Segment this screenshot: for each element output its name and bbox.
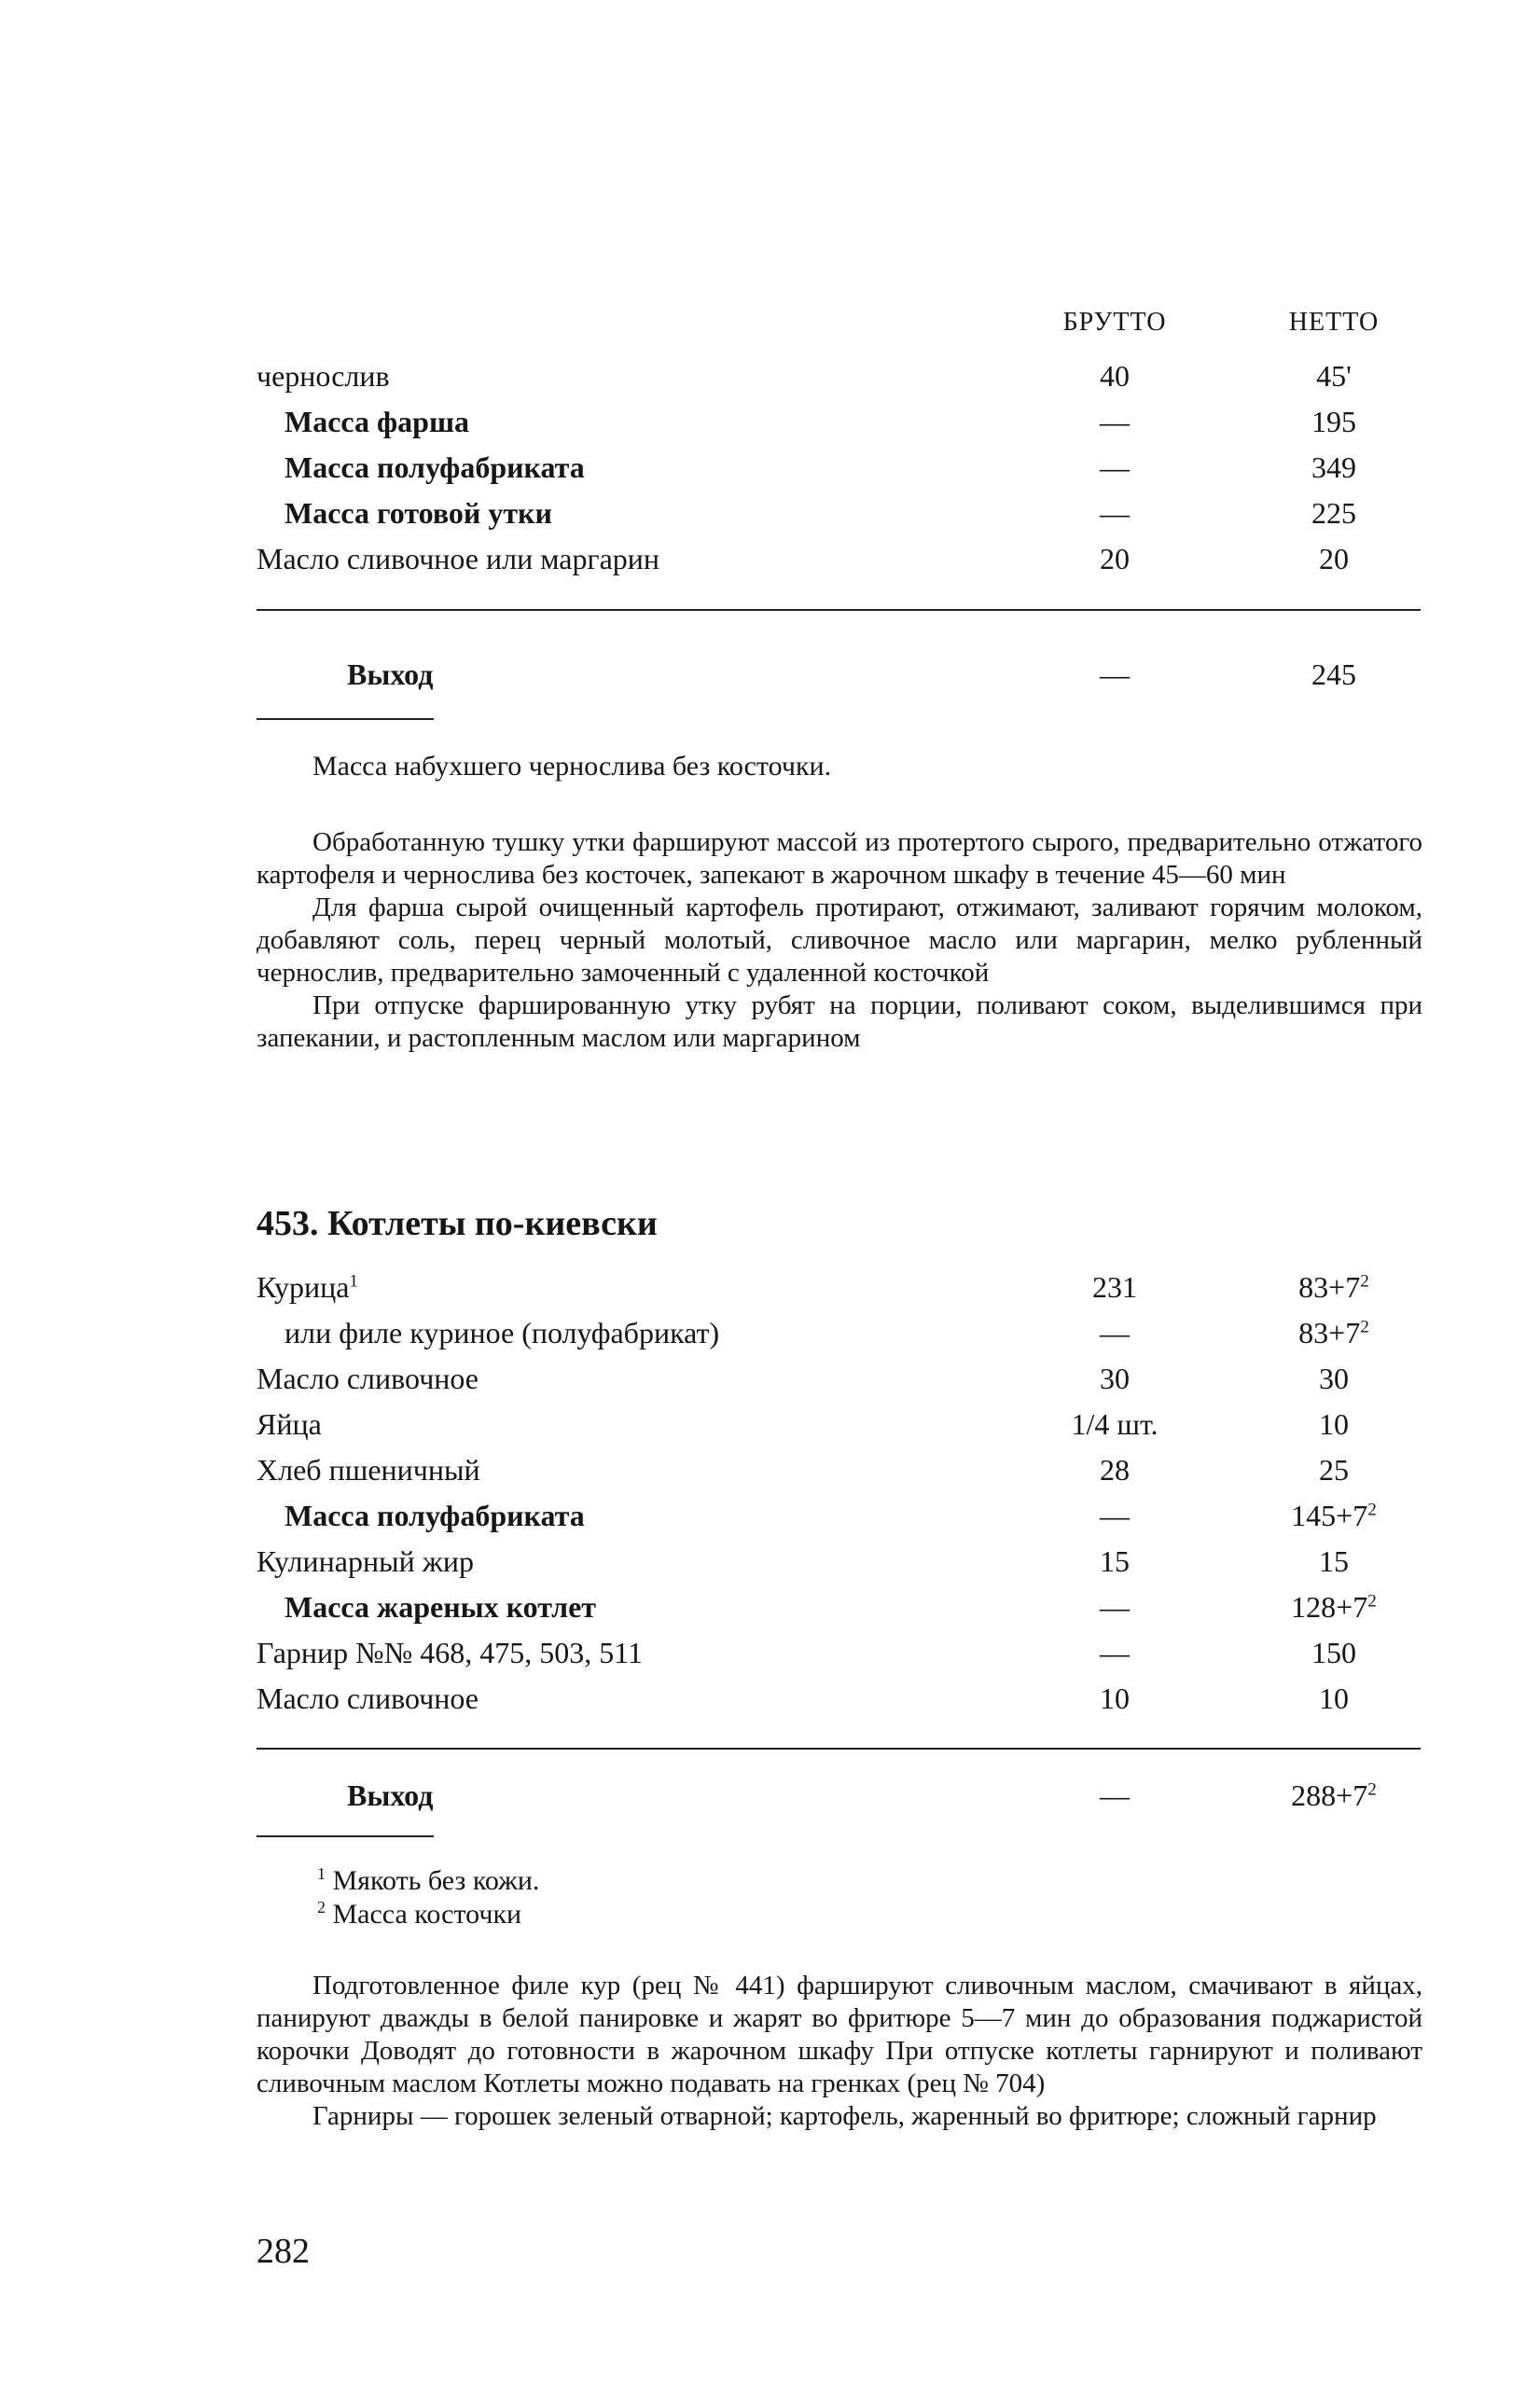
ingredient-name: Масло сливочное xyxy=(257,1362,479,1395)
footnote-mark: 1 xyxy=(317,1864,326,1883)
netto-value: $83+7^2$ xyxy=(1298,1316,1369,1349)
netto-value: 30 xyxy=(1319,1362,1349,1395)
paragraph: Обработанную тушку утки фаршируют массой из протертого сырого, предварительно отжатого картофеля и чернослива без косточек, запекают в жарочном шкафу в течение 45—60 мин xyxy=(257,827,1422,890)
brutto-value: 15 xyxy=(1100,1544,1130,1578)
ingredient-name: Хлеб пшеничный xyxy=(257,1453,480,1487)
paragraph: Подготовленное филе кур (рец № 441) фаршируют сливочным маслом, смачивают в яйцах, панируют дважды в белой панировке и жарят во фритюре 5—7 мин до образования поджаристой корочки Доводят до готовности в жарочном шкафу При отпуске котлеты гарнируют и поливают сливочным маслом Котлеты можно подавать на гренках (рец № 704) xyxy=(257,1971,1422,2098)
brutto-value: 1/4 шт. xyxy=(1071,1407,1158,1441)
brutto-value: — xyxy=(1100,1316,1130,1349)
netto-value: 150 xyxy=(1311,1636,1356,1669)
ingredient-name: чернослив xyxy=(257,359,390,393)
column-header-netto: НЕТТО xyxy=(1288,308,1380,337)
ingredient-name: Масло сливочное xyxy=(257,1681,479,1715)
brutto-value: 40 xyxy=(1100,359,1130,393)
recipe-title: 453. Котлеты по-киевски xyxy=(257,1204,658,1243)
brutto-value: 20 xyxy=(1100,542,1130,575)
footnote-mark: 2 xyxy=(1367,1500,1377,1520)
footnote-divider xyxy=(257,718,434,720)
preparation-text xyxy=(257,1970,1422,2133)
footnote-mark: 2 xyxy=(1360,1271,1369,1292)
brutto-value: — xyxy=(1100,496,1130,530)
footnote-mark: 2 xyxy=(317,1898,326,1917)
output-label: Выход xyxy=(347,1778,434,1812)
netto-value: 225 xyxy=(1311,496,1356,530)
brutto-value: 30 xyxy=(1100,1362,1130,1395)
netto-value: $145+7^2$ xyxy=(1291,1499,1377,1532)
netto-value: $288+7^2$ xyxy=(1291,1778,1377,1812)
netto-value: $128+7^2$ xyxy=(1291,1590,1377,1624)
netto-value: 245 xyxy=(1311,657,1356,691)
footnote-mark: 2 xyxy=(1367,1591,1377,1612)
brutto-value: — xyxy=(1100,1636,1130,1669)
brutto-value: — xyxy=(1100,1590,1130,1624)
netto-value: 15 xyxy=(1319,1544,1349,1578)
brutto-value: — xyxy=(1100,405,1130,438)
footnote: $^1$ Мякоть без кожи. xyxy=(317,1864,540,1896)
paragraph: Гарниры — горошек зеленый отварной; картофель, жаренный во фритюре; сложный гарнир xyxy=(312,2101,1377,2131)
brutto-value: 28 xyxy=(1100,1453,1130,1487)
ingredient-name: или филе куриное (полуфабрикат) xyxy=(284,1316,720,1349)
brutto-value: — xyxy=(1100,1778,1130,1812)
netto-value: 10 xyxy=(1319,1407,1349,1441)
ingredient-name: Масса полуфабриката xyxy=(284,1499,585,1532)
netto-value: 195 xyxy=(1311,405,1356,438)
ingredient-name: Масса готовой утки xyxy=(284,496,552,530)
column-header-brutto: БРУТТО xyxy=(1062,308,1167,337)
footnote-divider xyxy=(257,1835,434,1837)
ingredient-name: Курица$^1$ xyxy=(257,1270,358,1304)
footnote: Масса набухшего чернослива без косточки. xyxy=(312,751,832,782)
page-number: 282 xyxy=(257,2232,310,2271)
ingredient-name: Масса жареных котлет xyxy=(284,1590,597,1624)
brutto-value: — xyxy=(1100,1499,1130,1532)
ingredient-name: Масло сливочное или маргарин xyxy=(257,542,660,575)
ingredient-name: Яйца xyxy=(257,1407,322,1441)
ingredient-name: Масса полуфабриката xyxy=(284,450,585,484)
brutto-value: — xyxy=(1100,657,1130,691)
ingredient-name: Кулинарный жир xyxy=(257,1544,474,1578)
netto-value: 349 xyxy=(1311,450,1356,484)
table-divider xyxy=(257,1748,1421,1750)
ingredient-name: Масса фарша xyxy=(284,405,469,438)
paragraph: При отпуске фаршированную утку рубят на порции, поливают соком, выделившимся при запекании, и растопленным маслом или маргарином xyxy=(257,990,1422,1053)
footnote-mark: 1 xyxy=(349,1271,358,1292)
brutto-value: — xyxy=(1100,450,1130,484)
footnote: $^2$ Масса косточки xyxy=(317,1898,522,1930)
netto-value: 10 xyxy=(1319,1681,1349,1715)
footnote-mark: 2 xyxy=(1367,1779,1377,1800)
netto-value: 25 xyxy=(1319,1453,1349,1487)
brutto-value: 231 xyxy=(1092,1270,1137,1304)
brutto-value: 10 xyxy=(1100,1681,1130,1715)
netto-value: 20 xyxy=(1319,542,1349,575)
footnote-mark: 2 xyxy=(1360,1317,1369,1337)
paragraph: Для фарша сырой очищенный картофель протирают, отжимают, заливают горячим молоком, добавляют соль, перец черный молотый, сливочное масло или маргарин, мелко рубленный чернослив, предварительно замоченный с удаленной косточкой xyxy=(257,893,1422,988)
ingredient-name: Гарнир №№ 468, 475, 503, 511 xyxy=(257,1636,644,1669)
output-label: Выход xyxy=(347,657,434,691)
table-divider xyxy=(257,609,1421,611)
netto-value: $83+7^2$ xyxy=(1298,1270,1369,1304)
preparation-text xyxy=(257,826,1422,1055)
netto-value: 45' xyxy=(1316,359,1352,393)
